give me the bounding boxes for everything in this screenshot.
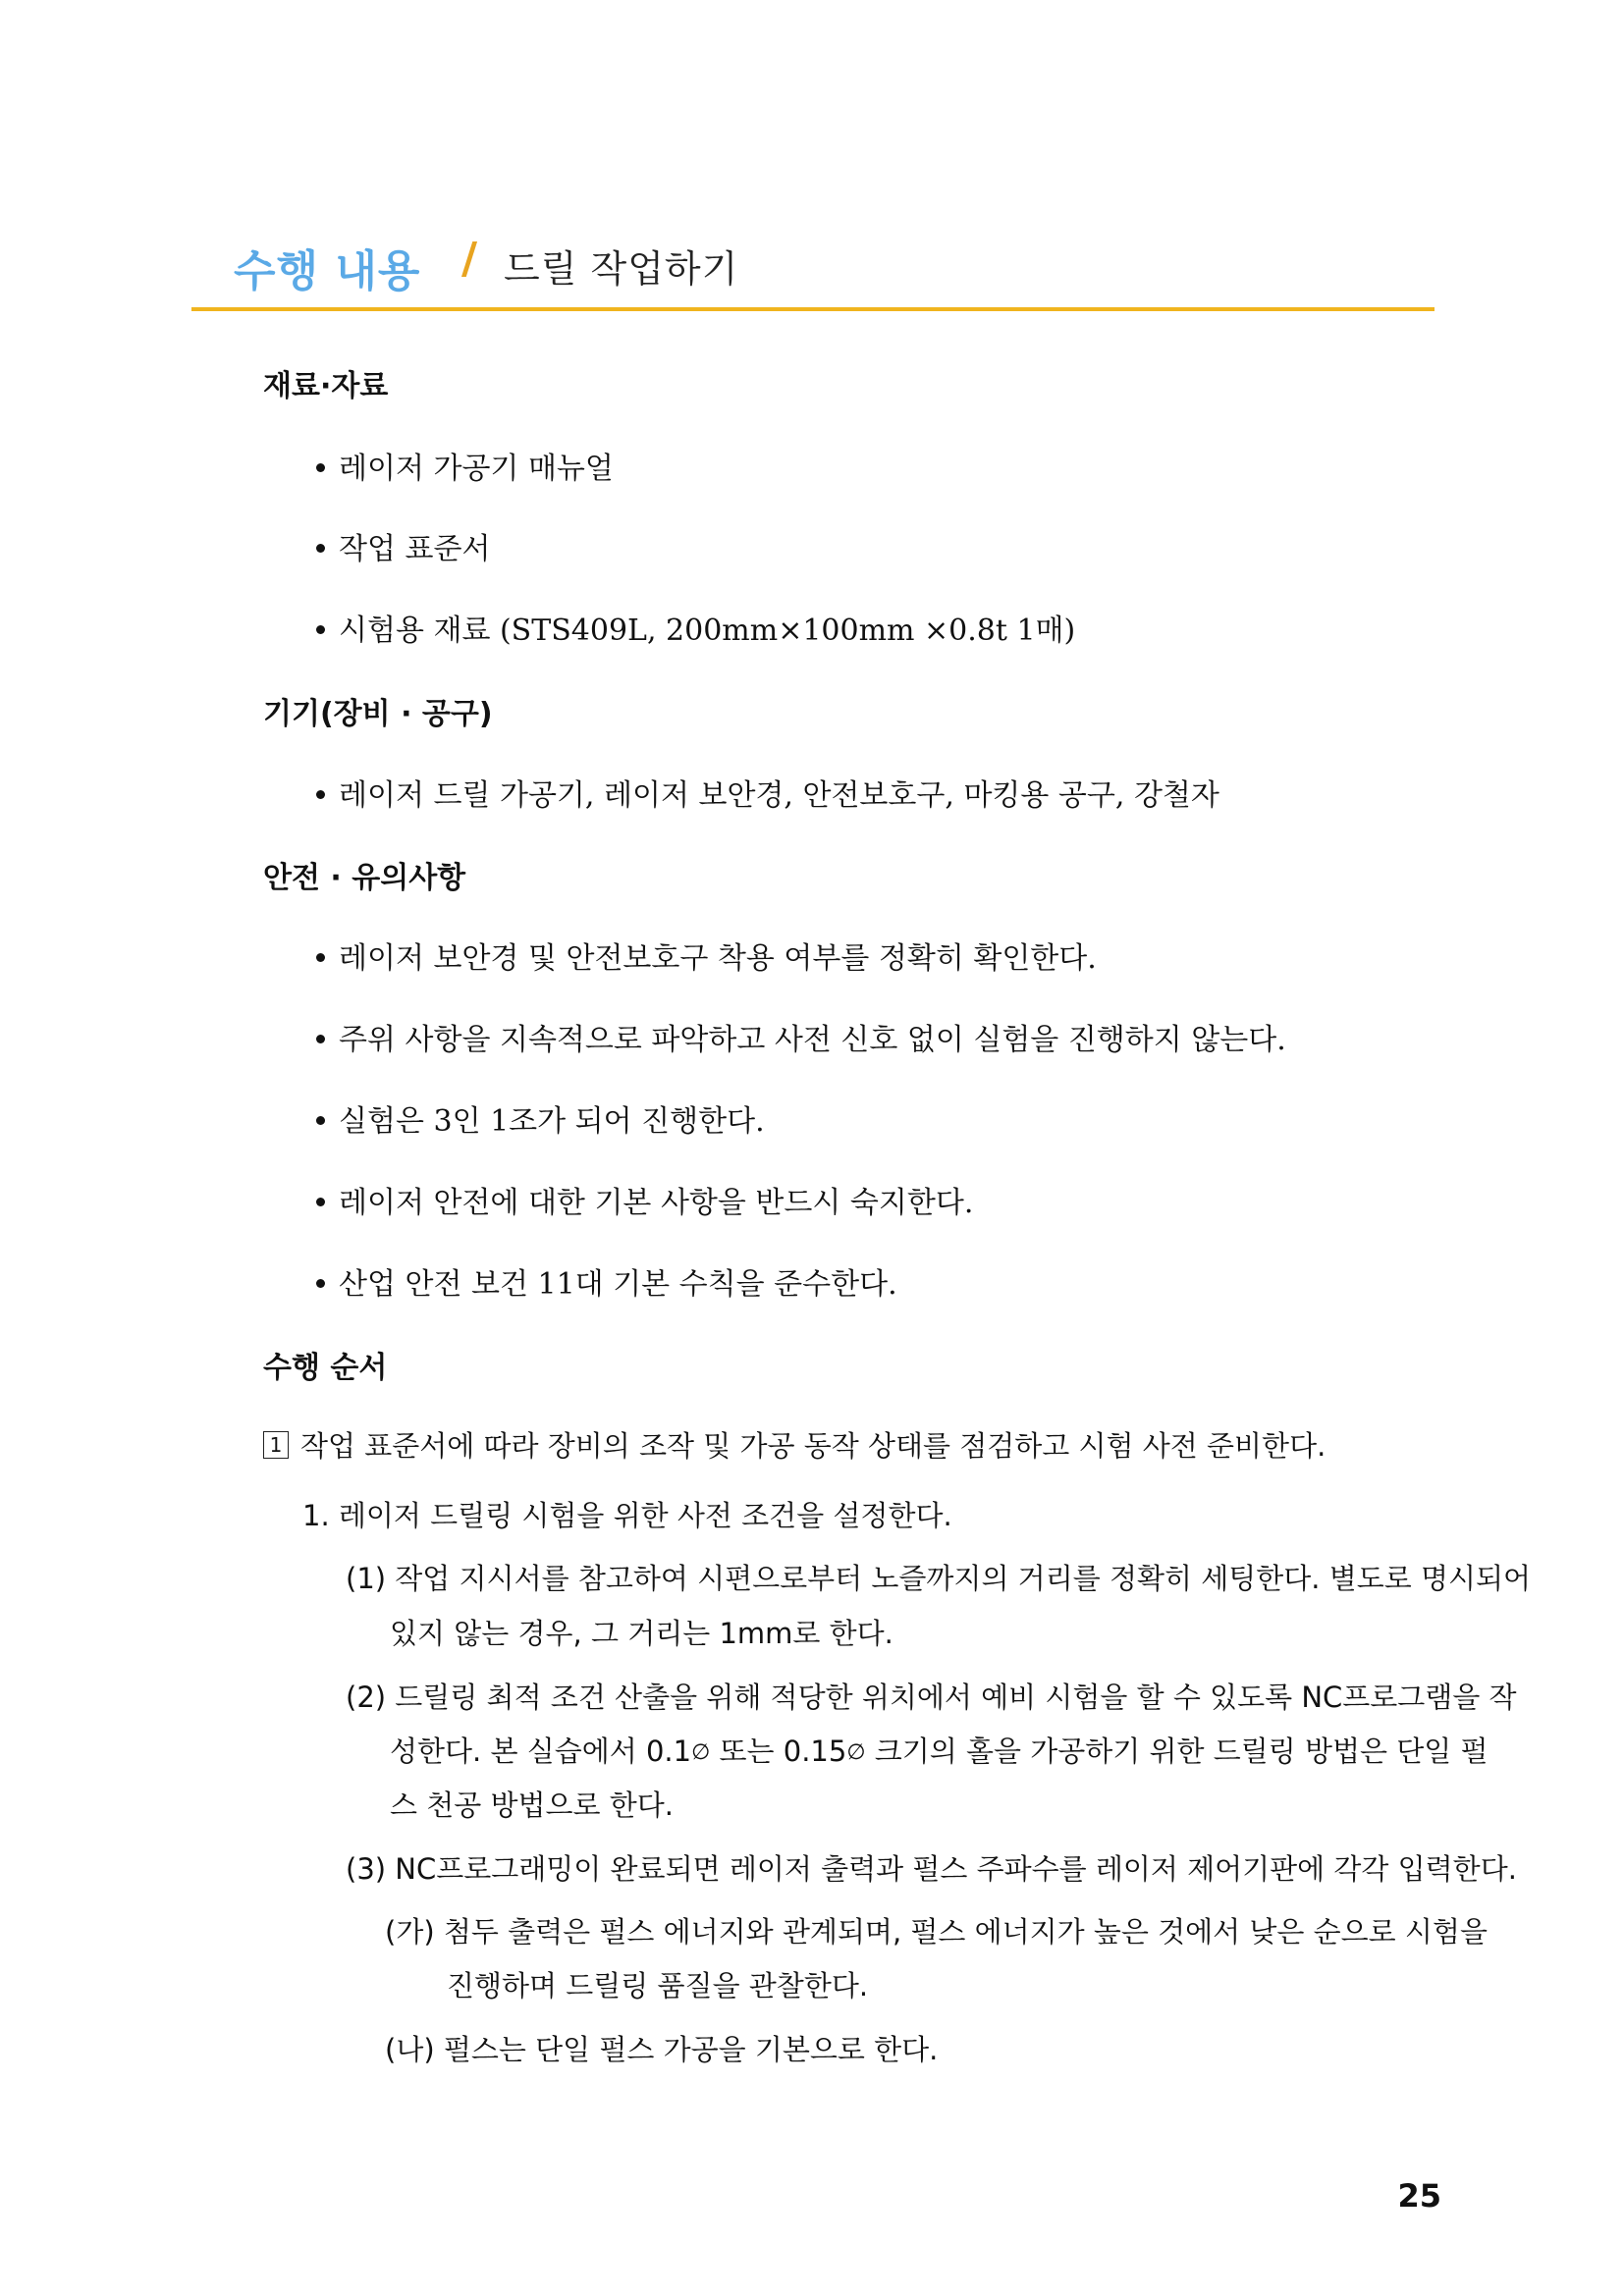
bullet-icon — [316, 1035, 325, 1043]
list-item: 레이저 보안경 및 안전보호구 착용 여부를 정확히 확인한다. — [316, 934, 1097, 977]
procedure-paragraph-cont: 스 천공 방법으로 한다. — [390, 1789, 674, 1822]
list-item: 주위 사항을 지속적으로 파악하고 사전 신호 없이 실험을 진행하지 않는다. — [316, 1015, 1286, 1058]
page-number: 25 — [1397, 2177, 1441, 2215]
list-item: 산업 안전 보건 11대 기본 수칙을 준수한다. — [316, 1259, 897, 1303]
list-item: 시험용 재료 (STS409L, 200mm×100mm ×0.8t 1매) — [316, 606, 1075, 649]
procedure-paragraph-cont: 있지 않는 경우, 그 거리는 1mm로 한다. — [390, 1617, 893, 1650]
materials-heading: 재료·자료 — [263, 369, 389, 403]
header-divider — [191, 307, 1435, 311]
bullet-icon — [316, 1279, 325, 1288]
bullet-icon — [316, 790, 325, 799]
procedure-subparagraph-cont: 진행하며 드릴링 품질을 관찰한다. — [447, 1969, 869, 2002]
procedure-paragraph: (2) 드릴링 최적 조건 산출을 위해 적당한 위치에서 예비 시험을 할 수 있도록 NC프로그램을 작 — [346, 1681, 1517, 1714]
bullet-icon — [316, 1198, 325, 1206]
diameter-symbol: ∅ — [846, 1740, 866, 1765]
section-title: 수행 내용 — [234, 246, 421, 296]
list-item: 레이저 안전에 대한 기본 사항을 반드시 숙지한다. — [316, 1178, 973, 1221]
bullet-icon — [316, 544, 325, 553]
procedure-heading: 수행 순서 — [263, 1351, 388, 1385]
bullet-icon — [316, 953, 325, 962]
diameter-symbol: ∅ — [691, 1740, 711, 1765]
list-item: 레이저 드릴 가공기, 레이저 보안경, 안전보호구, 마킹용 공구, 강철자 — [316, 771, 1219, 814]
equipment-heading: 기기(장비 · 공구) — [263, 697, 493, 731]
section-subtitle: 드릴 작업하기 — [504, 247, 739, 291]
procedure-paragraph: (1) 작업 지시서를 참고하여 시편으로부터 노즐까지의 거리를 정확히 세팅한다. 별도로 명시되어 — [346, 1562, 1532, 1595]
list-item: 실험은 3인 1조가 되어 진행한다. — [316, 1096, 765, 1140]
procedure-paragraph-cont: 성한다. 본 실습에서 0.1∅ 또는 0.15∅ 크기의 홀을 가공하기 위한 드릴링 방법은 단일 펄 — [390, 1735, 1489, 1768]
bullet-icon — [316, 463, 325, 472]
title-separator: / — [461, 234, 478, 284]
list-item: 레이저 가공기 매뉴얼 — [316, 444, 614, 487]
procedure-paragraph: (3) NC프로그래밍이 완료되면 레이저 출력과 펄스 주파수를 레이저 제어기판에 각각 입력한다. — [346, 1852, 1517, 1886]
procedure-substep: 1. 레이저 드릴링 시험을 위한 사전 조건을 설정한다. — [302, 1499, 952, 1532]
bullet-icon — [316, 625, 325, 634]
step-number-box: 1 — [263, 1431, 289, 1459]
procedure-subparagraph: (가) 첨두 출력은 펄스 에너지와 관계되며, 펄스 에너지가 높은 것에서 낮은 순으로 시험을 — [385, 1915, 1488, 1949]
safety-heading: 안전 · 유의사항 — [263, 861, 466, 895]
bullet-icon — [316, 1116, 325, 1125]
procedure-subparagraph: (나) 펄스는 단일 펄스 가공을 기본으로 한다. — [385, 2033, 939, 2066]
procedure-step: 1 작업 표준서에 따라 장비의 조작 및 가공 동작 상태를 점검하고 시험 사전 준비한다. — [263, 1424, 1326, 1465]
list-item: 작업 표준서 — [316, 524, 490, 567]
